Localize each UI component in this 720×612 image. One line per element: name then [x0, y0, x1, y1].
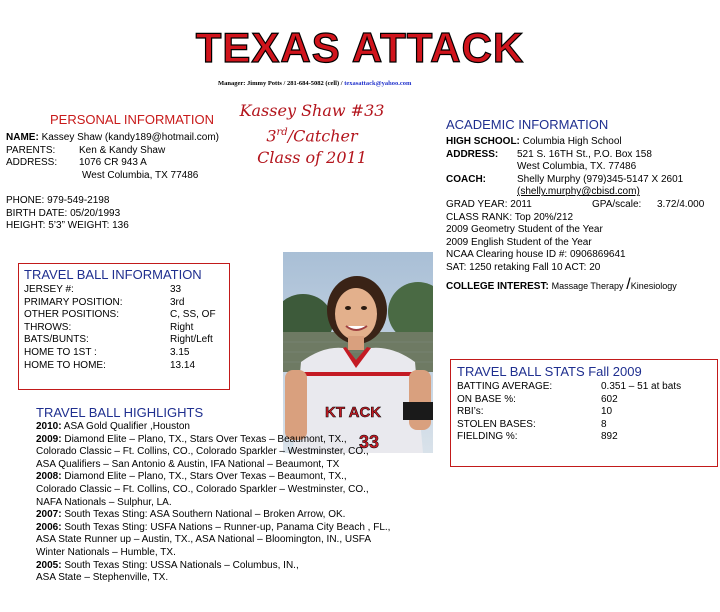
travel-info-label: JERSEY #:	[24, 284, 74, 295]
height-weight: HEIGHT: 5’3” WEIGHT: 136	[6, 220, 129, 232]
travel-info-box	[18, 263, 230, 390]
player-name-number: Kassey Shaw #33	[239, 101, 385, 120]
stat-label: ON BASE %:	[457, 393, 516, 405]
personal-heading: PERSONAL INFORMATION	[50, 112, 214, 127]
travel-info-value: 3.15	[170, 346, 190, 358]
travel-info-label: BATS/BUNTS:	[24, 334, 89, 346]
highlight-line: Winter Nationals – Humble, TX.	[36, 546, 176, 558]
stat-value: 602	[601, 393, 618, 405]
gpa-label: GPA/scale:	[592, 198, 642, 210]
highlight-line: 2010: ASA Gold Qualifier ,Houston	[36, 421, 190, 432]
academic-address-label: ADDRESS:	[446, 148, 499, 160]
stats-box	[450, 359, 718, 467]
manager-email[interactable]: texasattack@yahoo.com	[344, 80, 412, 87]
travel-info-value: 13.14	[170, 359, 196, 371]
highlight-line: NAFA Nationals – Sulphur, LA.	[36, 496, 172, 508]
highlight-line: 2009: Diamond Elite – Plano, TX., Stars Over Texas – Beaumont, TX.,	[36, 433, 347, 445]
academic-address-line1: 521 S. 16TH St., P.O. Box 158	[517, 148, 652, 160]
personal-info	[6, 132, 219, 233]
award-english: 2009 English Student of the Year	[446, 236, 592, 248]
highlight-line: 2006: South Texas Sting: USFA Nations – Runner-up, Panama City Beach , FL.,	[36, 521, 391, 533]
stat-label: BATTING AVERAGE:	[457, 381, 553, 392]
sat-act: SAT: 1250 retaking Fall 10 ACT: 20	[446, 261, 601, 273]
travel-info-label: OTHER POSITIONS:	[24, 309, 120, 321]
stat-label: STOLEN BASES:	[457, 418, 536, 430]
stat-label: RBI’s:	[457, 406, 484, 418]
travel-info-heading: TRAVEL BALL INFORMATION	[24, 267, 202, 282]
stats-heading: TRAVEL BALL STATS Fall 2009	[457, 364, 642, 379]
player-class: Class of 2011	[257, 148, 367, 168]
highlight-line: 2008: Diamond Elite – Plano, TX., Stars Over Texas – Beaumont, TX.,	[36, 471, 347, 483]
highlight-line: Colorado Classic – Ft. Collins, CO., Colorado Sparkler – Westminster, CO.,	[36, 446, 369, 458]
travel-info-value: C, SS, OF	[170, 309, 216, 321]
academic-address-line2: West Columbia, TX. 77486	[517, 161, 637, 173]
stat-value: 8	[601, 418, 607, 430]
highlights-heading: TRAVEL BALL HIGHLIGHTS	[36, 405, 204, 420]
travel-info-label: THROWS:	[24, 321, 72, 333]
page-title: TEXAS ATTACK	[195, 24, 525, 71]
parents-value: Ken & Kandy Shaw	[79, 144, 166, 156]
travel-info-list	[24, 284, 224, 372]
award-geometry: 2009 Geometry Student of the Year	[446, 224, 603, 236]
academic-info	[446, 136, 716, 293]
address-line1: 1076 CR 943 A	[79, 157, 147, 169]
travel-info-value: Right	[170, 321, 194, 333]
stat-label: FIELDING %:	[457, 431, 518, 443]
manager-text: Manager: Jimmy Potts / 281-684-5082 (cell) /	[218, 80, 343, 87]
jersey-text: KT ACK	[325, 404, 382, 421]
highlight-line: 2007: South Texas Sting: ASA Southern National – Broken Arrow, OK.	[36, 509, 346, 521]
gpa-value: 3.72/4.000	[657, 198, 705, 210]
travel-info-value: 3rd	[170, 296, 185, 308]
grad-year: GRAD YEAR: 2011	[446, 198, 532, 210]
address-line2: West Columbia, TX 77486	[82, 169, 199, 181]
birth-date: BIRTH DATE: 05/20/1993	[6, 207, 121, 219]
travel-info-value: 33	[170, 284, 182, 295]
name-label: NAME:	[6, 132, 39, 143]
phone: PHONE: 979-549-2198	[6, 194, 110, 206]
jersey-number: 33	[359, 432, 380, 452]
coach-label: COACH:	[446, 173, 486, 185]
travel-info-label: HOME TO 1ST :	[24, 346, 97, 358]
highlight-line: 2005: South Texas Sting: USSA Nationals – Columbus, IN.,	[36, 559, 299, 571]
player-card	[232, 100, 392, 169]
highlights-list	[36, 421, 390, 585]
player-position: 3rd/Catcher	[266, 126, 358, 146]
school-value: Columbia High School	[522, 136, 622, 147]
stat-value: 892	[601, 431, 618, 443]
travel-info-label: PRIMARY POSITION:	[24, 296, 123, 308]
travel-info-label: HOME TO HOME:	[24, 359, 106, 371]
highlight-line: ASA State Runner up – Austin, TX., ASA National – Bloomington, IN., USFA	[36, 534, 372, 546]
address-label: ADDRESS:	[6, 157, 58, 169]
stat-value: 10	[601, 406, 613, 418]
ncaa-id: NCAA Clearing house ID #: 0906869641	[446, 249, 626, 261]
stats-list	[457, 381, 712, 444]
school-label: HIGH SCHOOL:	[446, 136, 520, 147]
highlight-line: ASA State – Stephenville, TX.	[36, 572, 169, 584]
name-value: Kassey Shaw (kandy189@hotmail.com)	[41, 132, 220, 143]
travel-info-value: Right/Left	[170, 334, 213, 346]
parents-label: PARENTS:	[6, 144, 56, 156]
stat-value: 0.351 – 51 at bats	[601, 381, 682, 392]
academic-heading: ACADEMIC INFORMATION	[446, 117, 609, 132]
class-rank: CLASS RANK: Top 20%/212	[446, 211, 574, 223]
coach-value: Shelly Murphy (979)345-5147 X 2601	[517, 173, 684, 185]
manager-contact	[218, 80, 518, 87]
college-interest: COLLEGE INTEREST: Massage Therapy /Kinesiology	[446, 275, 677, 293]
highlight-line: ASA Qualifiers – San Antonio & Austin, IFA National – Beaumont, TX	[36, 458, 340, 470]
highlight-line: Colorado Classic – Ft. Collins, CO., Colorado Sparkler – Westminster, CO.,	[36, 483, 369, 495]
coach-email[interactable]: (shelly.murphy@cbisd.com)	[517, 186, 640, 198]
